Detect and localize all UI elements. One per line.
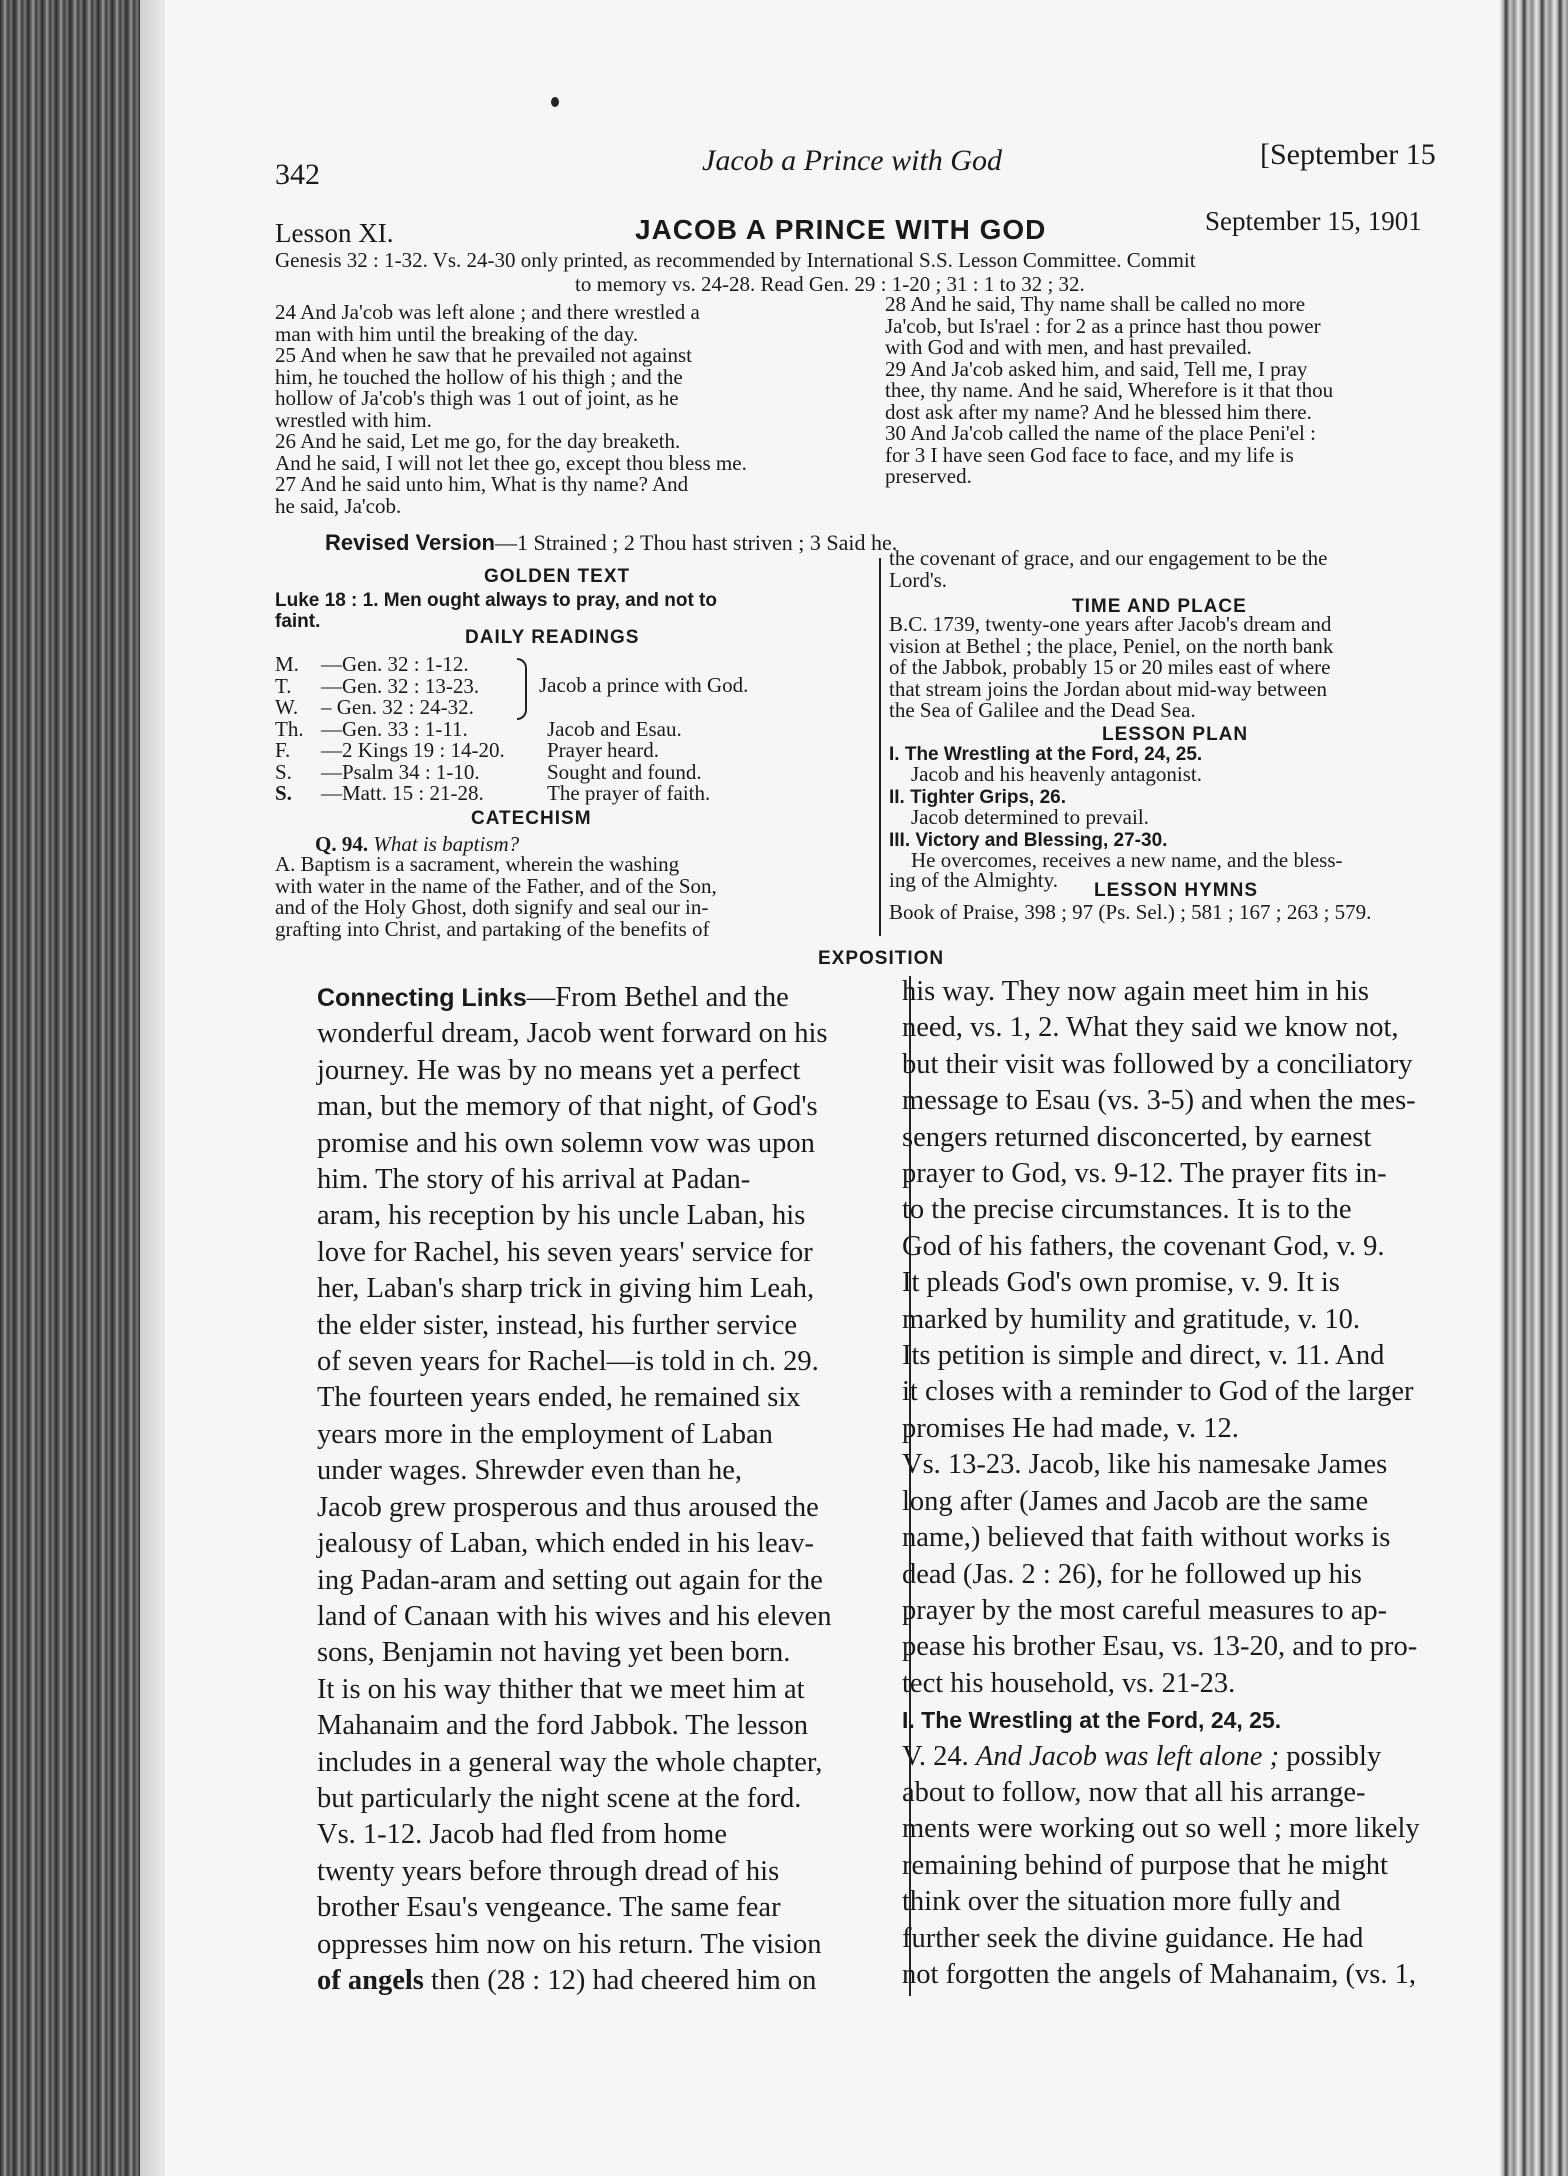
text-line: 25 And when he saw that he prevailed not against <box>275 343 692 367</box>
text-line: Vs. 13-23. Jacob, like his namesake James <box>902 1449 1388 1481</box>
book-page-stack-right <box>1500 0 1568 2176</box>
time-place-heading: TIME AND PLACE <box>1072 596 1247 617</box>
text-line: A. Baptism is a sacrament, wherein the washing <box>275 852 680 876</box>
text-line: Vs. 1-12. Jacob had fled from home <box>317 1819 727 1851</box>
reading-day: M. <box>275 652 299 676</box>
reading-note: Prayer heard. <box>547 738 659 762</box>
text-line: sengers returned disconcerted, by earnest <box>902 1121 1372 1153</box>
catechism-answer <box>275 854 717 940</box>
lesson-date: September 15, 1901 <box>1205 206 1422 236</box>
text-line: 26 And he said, Let me go, for the day breaketh. <box>275 429 681 453</box>
text-line: promises He had made, v. 12. <box>902 1412 1239 1444</box>
text-line: with water in the name of the Father, and of the Son, <box>275 873 717 898</box>
catechism-heading: CATECHISM <box>471 808 592 829</box>
text-line: for 3 I have seen God face to face, and my life is <box>885 442 1294 467</box>
text-line: land of Canaan with his wives and his eleven <box>317 1600 832 1632</box>
text-line: need, vs. 1, 2. What they said we know not, <box>902 1012 1399 1044</box>
connecting-links-lead: Connecting Links <box>317 984 527 1012</box>
text-line: And he said, I will not let thee go, except thou bless me. <box>275 450 747 475</box>
text-line: 28 And he said, Thy name shall be called no more <box>885 292 1306 316</box>
reading-ref: —Gen. 32 : 13-23. <box>321 673 480 698</box>
text-line: the Sea of Galilee and the Dead Sea. <box>889 698 1196 722</box>
scripture-right <box>885 294 1333 488</box>
reading-day: Th. <box>275 716 304 741</box>
lesson-hymns-heading: LESSON HYMNS <box>1094 880 1259 901</box>
lesson-reference-cont: to memory vs. 24-28. Read Gen. 29 : 1-20 ; 31 : 1 to 32 ; 32. <box>575 272 1085 296</box>
lesson-plan-desc: Jacob and his heavenly antagonist. <box>911 762 1203 786</box>
angels-bold: of angels <box>317 1964 424 1996</box>
time-place-text <box>889 614 1333 722</box>
lesson-plan-desc: He overcomes, receives a new name, and the bless- <box>911 848 1343 872</box>
exposition-left-column <box>317 980 831 1999</box>
text-line: Lord's. <box>889 567 948 592</box>
daily-readings-heading: DAILY READINGS <box>465 627 640 648</box>
exposition-right-lines-a <box>902 974 1420 1702</box>
text-line: ments were working out so well ; more likely <box>902 1813 1420 1845</box>
lesson-reference: Genesis 32 : 1-32. Vs. 24-30 only printed, as recommended by International S.S. Lesson Committee. Commit <box>275 248 1196 272</box>
text-line: marked by humility and gratitude, v. 10. <box>902 1303 1361 1335</box>
exposition-heading: EXPOSITION <box>818 948 945 969</box>
text-line: him. The story of his arrival at Padan- <box>317 1164 751 1196</box>
exposition-left-last-text: then (28 : 12) had cheered him on <box>423 1964 817 1996</box>
text-line: brother Esau's vengeance. The same fear <box>317 1892 781 1924</box>
text-line: love for Rachel, his seven years' service for <box>317 1236 813 1268</box>
text-line: remaining behind of purpose that he might <box>902 1849 1388 1881</box>
text-line: her, Laban's sharp trick in giving him Leah, <box>317 1273 815 1305</box>
text-line: Mahanaim and the ford Jabbok. The lesson <box>317 1710 808 1742</box>
text-line: with God and with men, and hast prevailed. <box>885 335 1252 359</box>
reading-note: The prayer of faith. <box>547 781 711 805</box>
text-line: of seven years for Rachel—is told in ch. 29. <box>317 1346 819 1378</box>
lesson-plan-desc: Jacob determined to prevail. <box>911 805 1149 829</box>
reading-ref: – Gen. 32 : 24-32. <box>321 695 474 719</box>
reading-ref: —Matt. 15 : 21-28. <box>321 781 484 805</box>
golden-text-line2: faint. <box>275 611 321 632</box>
reading-ref: —Gen. 33 : 1-11. <box>321 716 468 741</box>
text-line: prayer by the most careful measures to ap- <box>902 1594 1388 1626</box>
text-line: but particularly the night scene at the ford. <box>317 1782 802 1814</box>
exposition-left-first-line <box>317 980 831 1016</box>
text-line: oppresses him now on his return. The vision <box>317 1928 822 1960</box>
text-line: Jacob grew prosperous and thus aroused the <box>317 1491 819 1523</box>
text-line: grafting into Christ, and partaking of the benefits of <box>275 916 710 941</box>
text-line: dead (Jas. 2 : 26), for he followed up his <box>902 1558 1362 1590</box>
text-line: the elder sister, instead, his further service <box>317 1309 798 1341</box>
reading-ref: —Psalm 34 : 1-10. <box>321 759 480 784</box>
golden-text-heading: GOLDEN TEXT <box>484 566 631 587</box>
lesson-plan-title: III. Victory and Blessing, 27-30. <box>889 830 1168 851</box>
text-line: thee, thy name. And he said, Wherefore is it that thou <box>885 378 1334 402</box>
text-line: but their visit was followed by a conciliatory <box>902 1048 1413 1080</box>
reading-note: Sought and found. <box>547 759 702 784</box>
lesson-plan-heading: LESSON PLAN <box>1102 724 1249 745</box>
running-date: [September 15 <box>1260 138 1436 171</box>
text-line: includes in a general way the whole chapter, <box>317 1746 823 1778</box>
wrestling-section-heading: I. The Wrestling at the Ford, 24, 25. <box>902 1707 1282 1734</box>
text-line: aram, his reception by his uncle Laban, his <box>317 1200 806 1232</box>
text-line: wrestled with him. <box>275 407 432 432</box>
running-title: Jacob a Prince with God <box>702 144 1002 177</box>
text-line: to the precise circumstances. It is to the <box>902 1194 1352 1226</box>
text-line: not forgotten the angels of Mahanaim, (vs. 1, <box>902 1958 1416 1990</box>
text-line: Its petition is simple and direct, v. 11. And <box>902 1340 1385 1372</box>
scripture-left <box>275 302 747 517</box>
revised-version-label: Revised Version <box>325 530 495 555</box>
page-number: 342 <box>275 158 320 191</box>
reading-day: F. <box>275 738 291 762</box>
revised-version <box>325 530 897 556</box>
readings-bracket <box>517 658 527 720</box>
text-line: years more in the employment of Laban <box>317 1418 773 1450</box>
text-line: It pleads God's own promise, v. 9. It is <box>902 1267 1340 1299</box>
text-line: his way. They now again meet him in his <box>902 976 1370 1007</box>
lesson-plan-title: II. Tighter Grips, 26. <box>889 787 1067 808</box>
text-line: dost ask after my name? And he blessed him there. <box>885 399 1312 424</box>
reading-note: Jacob a prince with God. <box>539 672 749 697</box>
text-line: 24 And Ja'cob was left alone ; and there wrestled a <box>275 300 700 324</box>
text-line: of the Jabbok, probably 15 or 20 miles east of where <box>889 655 1331 679</box>
catechism-question-number: Q. 94. <box>315 832 369 856</box>
exposition-right-lines-b <box>902 1775 1420 1993</box>
text-line: long after (James and Jacob are the same <box>902 1485 1369 1517</box>
text-line: name,) believed that faith without works is <box>902 1522 1391 1554</box>
text-line: that stream joins the Jordan about mid-way between <box>889 676 1327 701</box>
catechism-continuation <box>889 548 1327 591</box>
text-line: prayer to God, vs. 9-12. The prayer fits in- <box>902 1158 1387 1190</box>
text-line: journey. He was by no means yet a perfect <box>317 1054 801 1086</box>
lesson-title: JACOB A PRINCE WITH GOD <box>635 214 1047 245</box>
exposition-left-lines <box>317 1016 831 1963</box>
ink-speck <box>551 97 559 107</box>
text-line: further seek the divine guidance. He had <box>902 1922 1364 1954</box>
text-line: 27 And he said unto him, What is thy name? And <box>275 472 689 496</box>
lesson-plan-tail: ing of the Almighty. <box>889 868 1058 892</box>
golden-text-line1: Luke 18 : 1. Men ought always to pray, and not to <box>275 590 717 611</box>
text-line: It is on his way thither that we meet him at <box>317 1673 805 1705</box>
text-line: jealousy of Laban, which ended in his leav- <box>317 1528 815 1560</box>
text-line: twenty years before through dread of his <box>317 1855 780 1887</box>
text-line: man with him until the breaking of the day. <box>275 321 639 346</box>
text-line: he said, Ja'cob. <box>275 493 402 518</box>
lesson-plan-title: I. The Wrestling at the Ford, 24, 25. <box>889 744 1203 765</box>
text-line: man, but the memory of that night, of God's <box>317 1091 818 1123</box>
reading-day: S. <box>275 781 292 805</box>
exposition-left-first-text: —From Bethel and the <box>526 982 789 1013</box>
text-line: hollow of Ja'cob's thigh was 1 out of joint, as he <box>275 386 679 410</box>
exposition-right-column <box>902 974 1420 1993</box>
lesson-number: Lesson XI. <box>275 218 394 248</box>
text-line: and of the Holy Ghost, doth signify and seal our in- <box>275 895 709 919</box>
text-line: 30 And Ja'cob called the name of the place Peni'el : <box>885 421 1316 445</box>
text-line: sons, Benjamin not having yet been born. <box>317 1637 791 1669</box>
text-line: preserved. <box>885 464 972 488</box>
text-line: message to Esau (vs. 3-5) and when the mes- <box>902 1085 1416 1117</box>
text-line: 29 And Ja'cob asked him, and said, Tell me, I pray <box>885 356 1308 381</box>
text-line: God of his fathers, the covenant God, v. 9. <box>902 1230 1385 1262</box>
text-line: vision at Bethel ; the place, Peniel, on the north bank <box>889 633 1334 658</box>
text-line: promise and his own solemn vow was upon <box>317 1127 815 1159</box>
exposition-left-last-line <box>317 1963 831 1999</box>
v24-italic: And Jacob was left alone ; <box>975 1740 1280 1772</box>
column-rule-top <box>879 558 881 936</box>
reading-ref: —Gen. 32 : 1-12. <box>321 652 469 676</box>
catechism-question-text: What is baptism? <box>373 832 520 856</box>
text-line: The fourteen years ended, he remained six <box>317 1382 801 1414</box>
reading-ref: —2 Kings 19 : 14-20. <box>321 738 505 762</box>
text-line: under wages. Shrewder even than he, <box>317 1455 742 1487</box>
revised-version-text: —1 Strained ; 2 Thou hast striven ; 3 Said he. <box>494 530 898 555</box>
v24-rest: possibly <box>1279 1740 1382 1772</box>
text-line: him, he touched the hollow of his thigh ; and the <box>275 364 683 389</box>
reading-day: T. <box>275 673 292 698</box>
text-line: B.C. 1739, twenty-one years after Jacob's dream and <box>889 612 1332 636</box>
text-line: think over the situation more fully and <box>902 1886 1341 1918</box>
text-line: about to follow, now that all his arrange- <box>902 1776 1366 1808</box>
reading-day: S. <box>275 759 292 784</box>
text-line: wonderful dream, Jacob went forward on his <box>317 1018 828 1050</box>
text-line: the covenant of grace, and our engagement to be the <box>889 546 1328 570</box>
reading-day: W. <box>275 695 299 719</box>
text-line: tect his household, vs. 21-23. <box>902 1667 1236 1699</box>
text-line: pease his brother Esau, vs. 13-20, and to pro- <box>902 1631 1418 1663</box>
lesson-hymns: Book of Praise, 398 ; 97 (Ps. Sel.) ; 581 ; 167 ; 263 ; 579. <box>889 900 1372 924</box>
v24-line <box>902 1739 1420 1775</box>
reading-note: Jacob and Esau. <box>547 716 682 741</box>
text-line: ing Padan-aram and setting out again for the <box>317 1564 823 1596</box>
book-page <box>165 0 1500 2176</box>
v24-label: V. 24. <box>902 1740 976 1772</box>
text-line: it closes with a reminder to God of the larger <box>902 1376 1414 1408</box>
text-line: Ja'cob, but Is'rael : for 2 as a prince hast thou power <box>885 313 1321 338</box>
